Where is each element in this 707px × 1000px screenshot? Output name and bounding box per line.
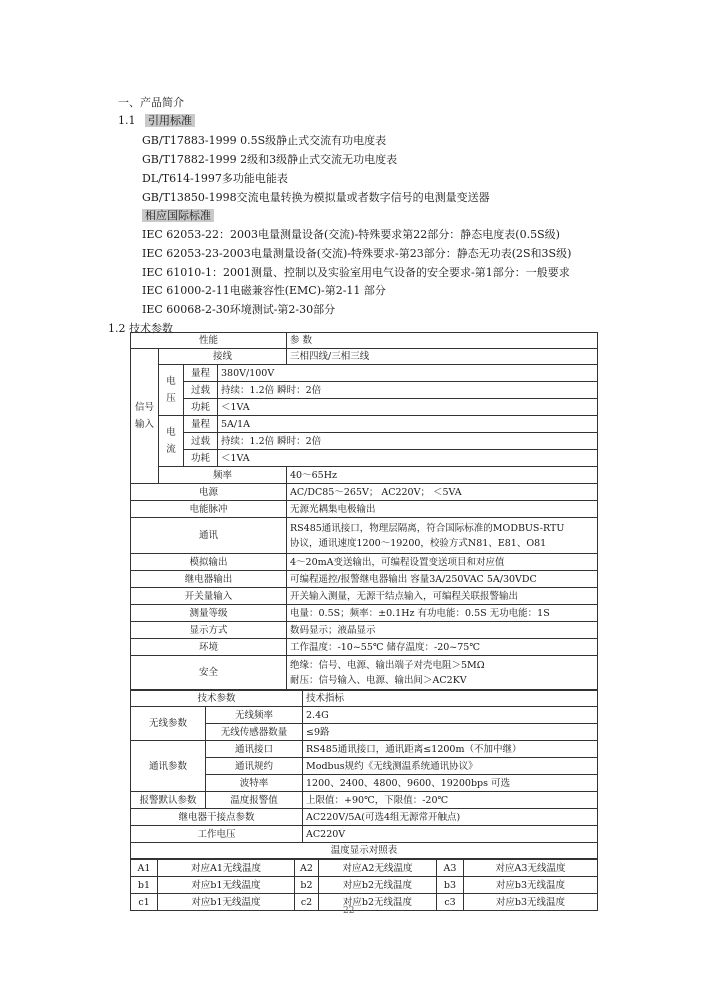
range-label: 量程 [184,416,218,433]
section-title: 一、产品简介 [118,96,184,109]
voltage-power: ＜1VA [218,399,598,416]
power-supply-value: AC/DC85～265V； AC220V； ＜5VA [287,484,598,501]
page-number: 22 [343,906,355,916]
signal-input-label: 信号输入 [131,349,159,484]
analog-output-label: 模拟输出 [131,554,287,571]
power-label: 功耗 [184,399,218,416]
intl-standard-line: IEC 60068-2-30环境测试-第2-30部分 [142,303,336,316]
power-label: 功耗 [184,450,218,467]
baud-rate-value: 1200、2400、4800、9600、19200bps 可选 [303,775,598,792]
switch-input-value: 开关输入测量，无源干结点输入，可编程关联报警输出 [287,588,598,605]
relay-contact-label: 继电器干接点参数 [131,809,303,826]
sensor-description: 对应b1无线温度 [158,877,295,894]
wireless-frequency-label: 无线频率 [206,707,303,724]
sensor-code: b1 [131,877,158,894]
standard-line: GB/T17882-1999 2级和3级静止式交流无功电度表 [142,153,398,166]
temp-alarm-value: 上限值：+90℃，下限值：-20℃ [303,792,598,809]
environment-value: 工作温度：-10~55℃ 储存温度：-20~75℃ [287,639,598,656]
analog-output-value: 4～20mA变送输出，可编程设置变送项目和对应值 [287,554,598,571]
accuracy-label: 测量等级 [131,605,287,622]
intl-standard-line: IEC 61010-1：2001测量、控制以及实验室用电气设备的安全要求-第1部分：一般要求 [142,266,570,279]
intl-standards-label [142,209,214,223]
intl-standard-line: IEC 62053-23-2003电量测量设备(交流)-特殊要求-第23部分：静态无功表(2S和3S级) [142,247,572,260]
sensor-description: 对应b3无线温度 [464,894,598,911]
comm-port-label: 通讯接口 [206,741,303,758]
communication-label: 通讯 [131,518,287,554]
sensor-description: 对应b3无线温度 [464,877,598,894]
sensor-description: 对应A3无线温度 [464,860,598,877]
comm-protocol-value: Modbus规约《无线测温系统通讯协议》 [303,758,598,775]
standard-line: GB/T13850-1998交流电量转换为模拟量或者数字信号的电测量变送器 [142,191,490,204]
safety-line-2: 耐压：信号输入、电源、输出间＞AC2KV [290,674,467,686]
voltage-overload: 持续：1.2倍 瞬时：2倍 [218,382,598,399]
wireless-sensor-count-label: 无线传感器数量 [206,724,303,741]
current-overload: 持续：1.2倍 瞬时：2倍 [218,433,598,450]
communication-value [287,518,598,554]
wireless-frequency-value: 2.4G [303,707,598,724]
wiring-value: 三相四线/三相三线 [287,349,598,365]
voltage-label: 电压 [159,365,184,416]
sensor-code: c3 [437,894,464,911]
current-power: ＜1VA [218,450,598,467]
temp-display-table [130,859,598,911]
energy-pulse-label: 电能脉冲 [131,501,287,518]
alarm-defaults-label: 报警默认参数 [131,792,206,809]
safety-label: 安全 [131,656,287,690]
standard-line: DL/T614-1997多功能电能表 [142,172,288,185]
sensor-description: 对应A2无线温度 [319,860,437,877]
sensor-code: b3 [437,877,464,894]
temp-display-table-title: 温度显示对照表 [131,843,598,859]
overload-label: 过载 [184,382,218,399]
switch-input-label: 开关量输入 [131,588,287,605]
subsection-number: 1.1 [118,114,136,127]
communication-line-2: 协议，通讯速度1200～19200，校验方式N81、E81、O81 [290,537,547,549]
energy-pulse-value: 无源光耦集电极输出 [287,501,598,518]
standard-line: GB/T17883-1999 0.5S级静止式交流有功电度表 [142,134,387,147]
header-tech-param: 技术参数 [131,691,303,707]
comm-port-value: RS485通讯接口，通讯距离≤1200m（不加中继） [303,741,598,758]
subsection-1-2: 1.2 技术参数 [108,322,173,335]
relay-output-value: 可编程遥控/报警继电器输出 容量3A/250VAC 5A/30VDC [287,571,598,588]
sensor-code: b2 [295,877,319,894]
wireless-params-label: 无线参数 [131,707,206,741]
safety-line-1: 绝缘：信号、电源、输出端子对壳电阻＞5MΩ [290,659,485,671]
wireless-sensor-count-value: ≤9路 [303,724,598,741]
wiring-label: 接线 [159,349,287,365]
frequency-label: 频率 [159,467,287,484]
intl-standard-line: IEC 61000-2-11电磁兼容性(EMC)-第2-11 部分 [142,284,386,297]
sensor-code: c1 [131,894,158,911]
overload-label: 过载 [184,433,218,450]
safety-value [287,656,598,690]
wireless-table [130,690,598,859]
comm-protocol-label: 通讯规约 [206,758,303,775]
work-voltage-value: AC220V [303,826,598,843]
header-tech-index: 技术指标 [303,691,598,707]
work-voltage-label: 工作电压 [131,826,303,843]
intl-label: 相应国际标准 [142,209,214,222]
header-parameter: 参 数 [287,333,598,349]
sensor-description: 对应b2无线温度 [319,894,437,911]
spec-table [130,332,598,690]
environment-label: 环境 [131,639,287,656]
relay-contact-value: AC220V/5A(可选4组无源常开触点) [303,809,598,826]
relay-output-label: 继电器输出 [131,571,287,588]
display-mode-value: 数码显示；液晶显示 [287,622,598,639]
comm-params-label: 通讯参数 [131,741,206,792]
range-label: 量程 [184,365,218,382]
sensor-description: 对应b2无线温度 [319,877,437,894]
sensor-code: A1 [131,860,158,877]
sensor-description: 对应A1无线温度 [158,860,295,877]
current-label: 电流 [159,416,184,467]
sensor-code: A2 [295,860,319,877]
baud-rate-label: 波特率 [206,775,303,792]
subsection-label: 引用标准 [145,114,195,127]
power-supply-label: 电源 [131,484,287,501]
sensor-description: 对应b1无线温度 [158,894,295,911]
voltage-range: 380V/100V [218,365,598,382]
display-mode-label: 显示方式 [131,622,287,639]
subsection-1-1 [118,114,195,128]
current-range: 5A/1A [218,416,598,433]
temp-alarm-label: 温度报警值 [206,792,303,809]
accuracy-value: 电量：0.5S；频率：±0.1Hz 有功电能：0.5S 无功电能：1S [287,605,598,622]
sensor-code: A3 [437,860,464,877]
frequency-value: 40～65Hz [287,467,598,484]
sensor-code: c2 [295,894,319,911]
intl-standard-line: IEC 62053-22：2003电量测量设备(交流)-特殊要求第22部分：静态电度表(0.5S级) [142,228,560,241]
communication-line-1: RS485通讯接口，物理层隔离，符合国际标准的MODBUS-RTU [290,522,565,534]
header-performance: 性能 [131,333,287,349]
